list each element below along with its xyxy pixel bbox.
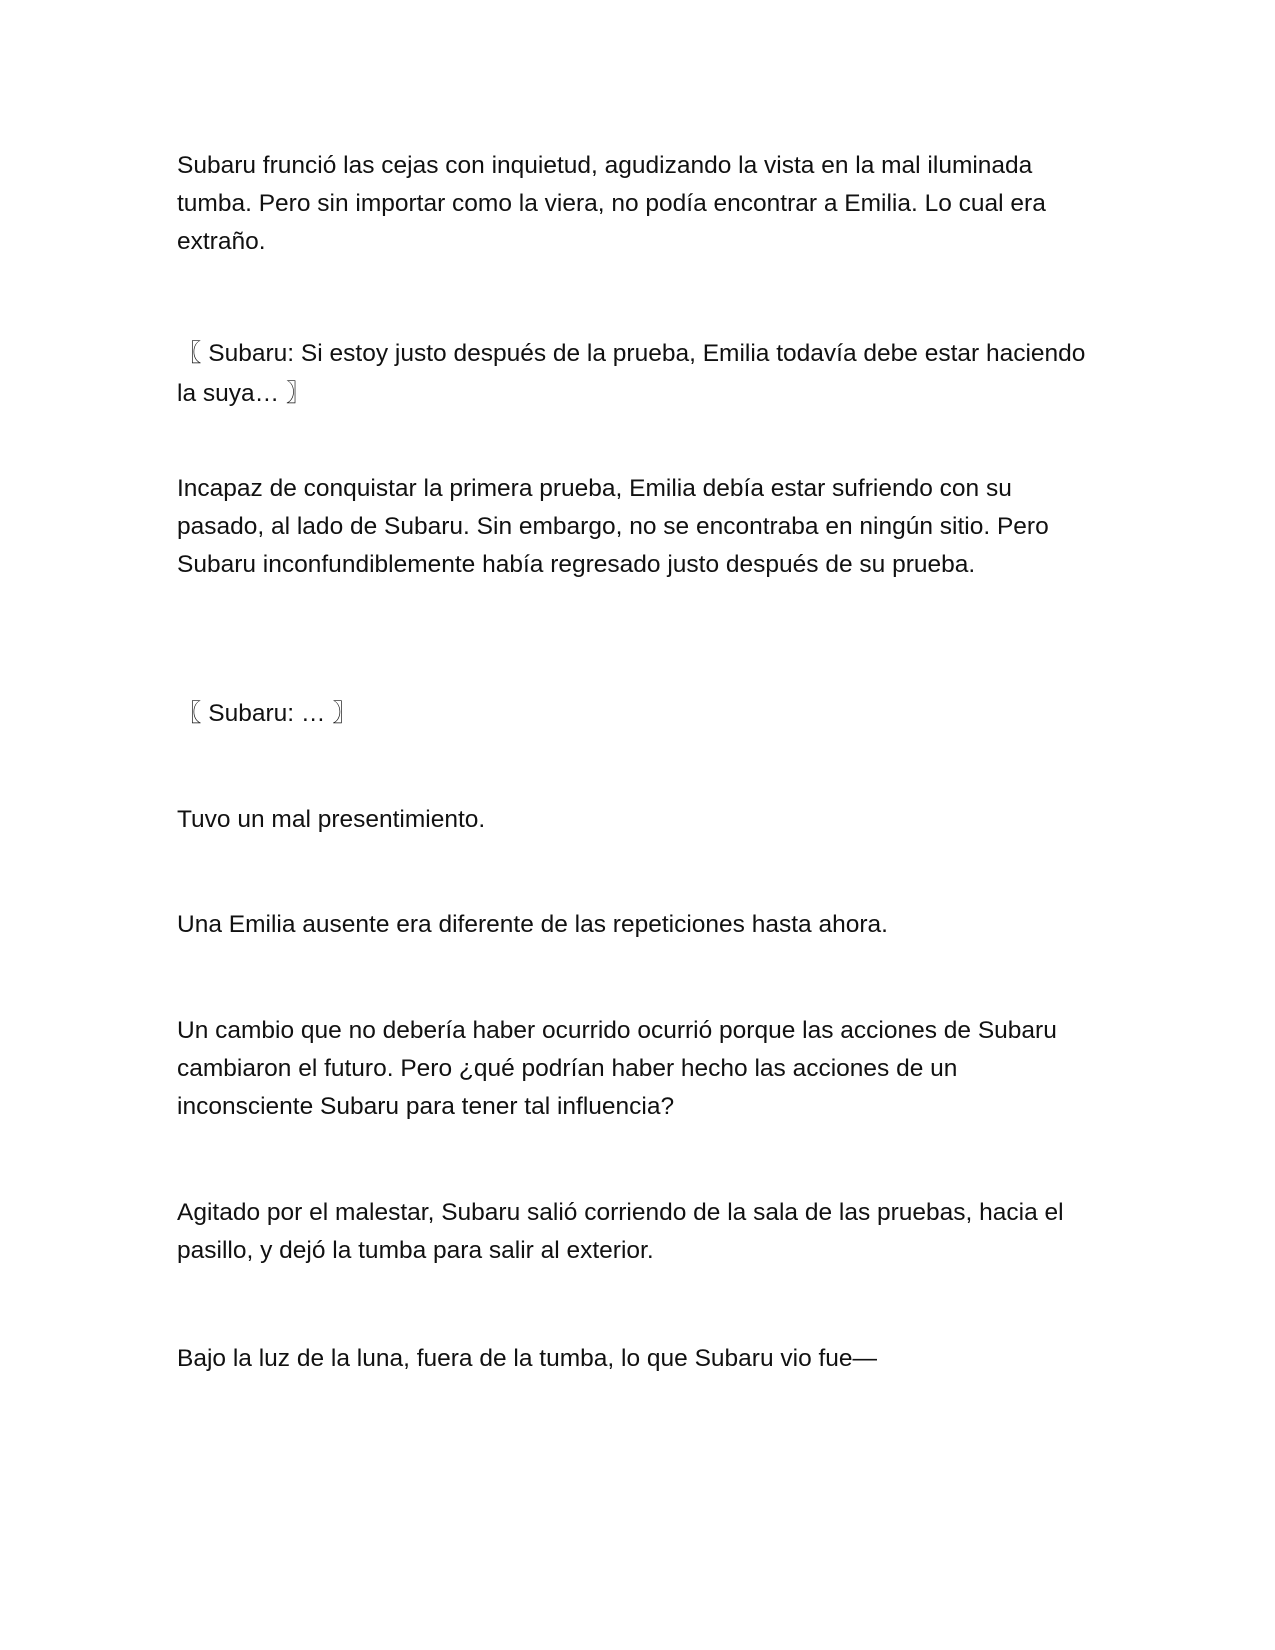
dialogue-line-1: 〖 Subaru: Si estoy justo después de la prueba, Emilia todavía debe estar haciendo la suya… 〗 (177, 340, 1086, 407)
paragraph-7: Bajo la luz de la luna, fuera de la tumba, lo que Subaru vio fue— (177, 1345, 878, 1372)
paragraph-4: Una Emilia ausente era diferente de las repeticiones hasta ahora. (177, 911, 888, 938)
paragraph-1: Subaru frunció las cejas con inquietud, agudizando la vista en la mal iluminada tumba. Pero sin importar como la viera, no podía encontrar a Emilia. Lo cual era extraño. (177, 152, 1046, 255)
dialogue-line-2: 〖 Subaru: … 〗 (177, 700, 357, 727)
paragraph-3: Tuvo un mal presentimiento. (177, 806, 486, 833)
paragraph-5: Un cambio que no debería haber ocurrido ocurrió porque las acciones de Subaru cambiaron el futuro. Pero ¿qué podrían haber hecho las acciones de un inconsciente Subaru para tener tal influencia? (177, 1017, 1057, 1120)
paragraph-2: Incapaz de conquistar la primera prueba, Emilia debía estar sufriendo con su pasado, al lado de Subaru. Sin embargo, no se encontraba en ningún sitio. Pero Subaru inconfundiblemente había regresado justo después de su prueba. (177, 475, 1049, 578)
paragraph-6: Agitado por el malestar, Subaru salió corriendo de la sala de las pruebas, hacia el pasillo, y dejó la tumba para salir al exterior. (177, 1199, 1064, 1264)
